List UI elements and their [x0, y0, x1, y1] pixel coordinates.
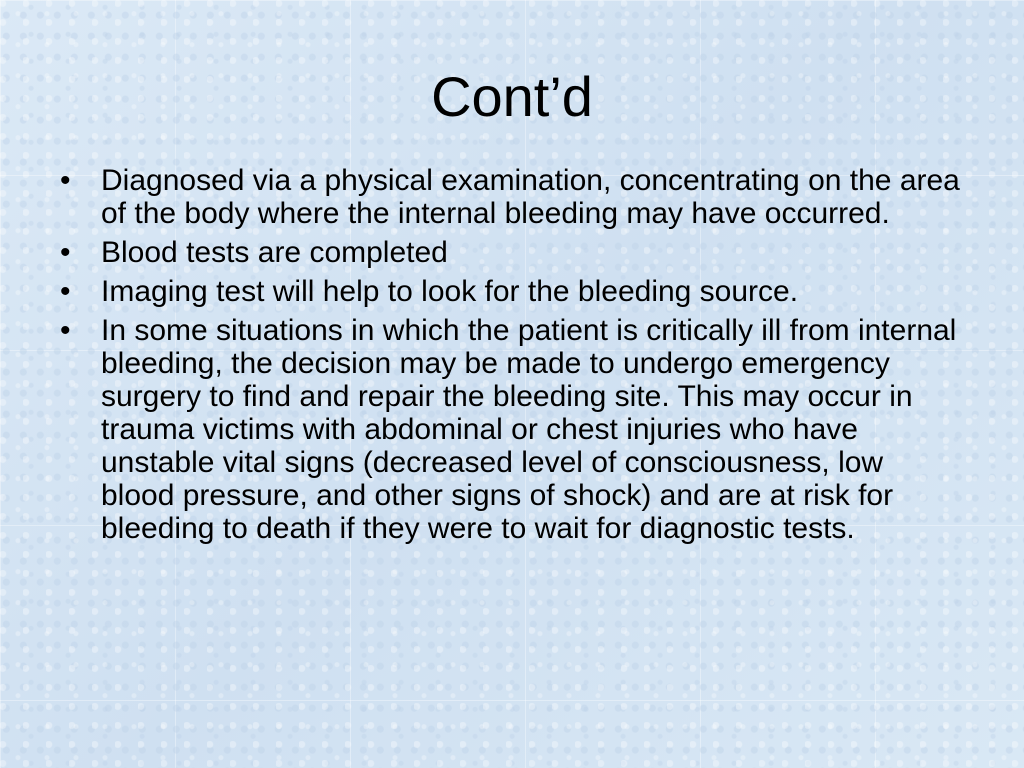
bullet-text: Imaging test will help to look for the bleeding source.: [101, 275, 799, 308]
bullet-icon: •: [60, 275, 71, 308]
bullet-item: [60, 275, 960, 308]
bullet-text: Blood tests are completed: [101, 236, 448, 269]
bullet-icon: •: [60, 236, 71, 269]
bullet-text: Diagnosed via a physical examination, concentrating on the area of the body where the internal bleeding may have occurred.: [101, 164, 960, 230]
bullet-item: [60, 164, 960, 230]
bullet-icon: •: [60, 314, 71, 347]
slide-title: Cont’d: [431, 65, 593, 128]
bullet-icon: •: [60, 164, 71, 197]
bullet-item: [60, 236, 960, 269]
bullet-text: In some situations in which the patient is critically ill from internal bleeding, the decision may be made to undergo emergency surgery to find and repair the bleeding site. This may occur in trauma victims with abdominal or chest injuries who have unstable vital signs (decreased level of consciousness, low blood pressure, and other signs of shock) and are at risk for bleeding to death if they were to wait for diagnostic tests.: [101, 314, 957, 545]
bullet-item: [60, 314, 960, 545]
bullet-list: [60, 164, 960, 551]
